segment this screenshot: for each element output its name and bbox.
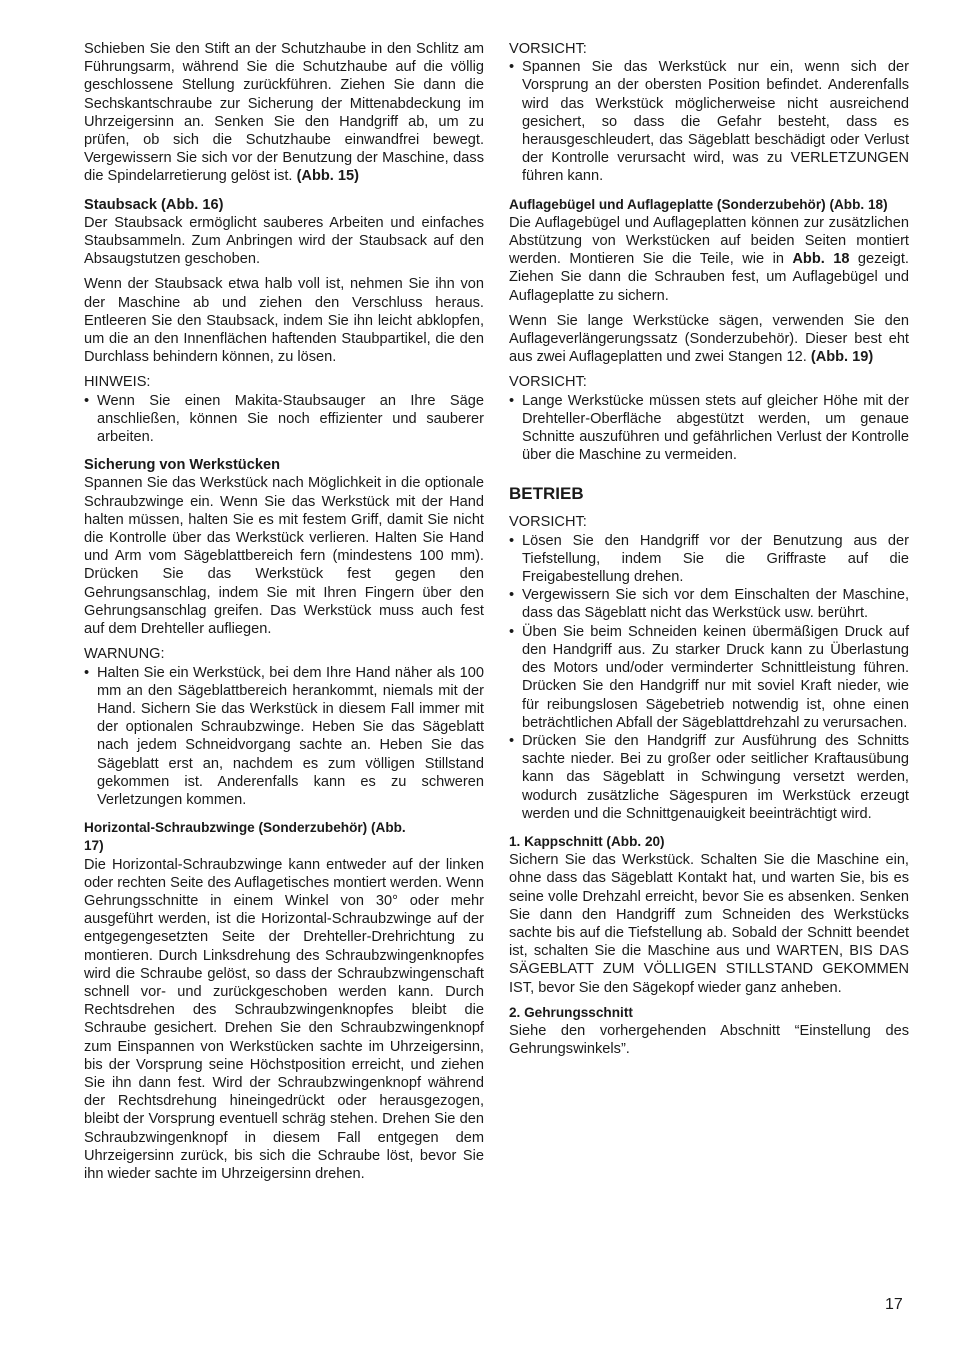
list-item: • Halten Sie ein Werkstück, bei dem Ihre Hand näher als 100 mm an den Sägeblattbereich herankommt, niemals mit der Hand. Sichern Sie das Werkstück in diesem Fall immer mit der optionalen Schraubzwinge. Heben Sie das Sägeblatt nach jedem Schneidvorgang sachte an. Heben Sie das Sägeblatt erst an, nachdem es zum völligen Stillstand gekommen ist. Anderenfalls kann es zu schweren Verletzungen kommen. <box>84 664 484 810</box>
list-item: • Wenn Sie einen Makita-Staubsauger an Ihre Säge anschließen, können Sie noch effizienter und sauberer arbeiten. <box>84 392 484 447</box>
vorsicht-list-2 <box>509 392 909 465</box>
staubsack-paragraph-2: Wenn der Staubsack etwa halb voll ist, nehmen Sie ihn von der Maschine ab und ziehen den Verschluss heraus. Entleeren Sie den Staubsack, indem Sie ihn leicht abklopfen, um die an den Innenflächen haftenden Staubpartikel, die den Durchlass behindern können, zu lösen. <box>84 276 484 366</box>
page-number: 17 <box>885 1296 903 1313</box>
gehrungsschnitt-paragraph: Siehe den vorhergehenden Abschnitt “Einstellung des Gehrungswinkels”. <box>509 1022 909 1058</box>
heading-auflage: Auflagebügel und Auflageplatte (Sonderzubehör) (Abb. 18) <box>509 196 888 212</box>
heading-horizontal-schraubzwinge: Horizontal-Schraubzwinge (Sonderzubehör) (Abb. 17) <box>84 820 406 854</box>
label-vorsicht-3: VORSICHT: <box>509 514 587 531</box>
figure-ref: Abb. 18 <box>792 251 850 268</box>
warnung-list <box>84 664 484 810</box>
horizontal-paragraph: Die Horizontal-Schraubzwinge kann entweder auf der linken oder rechten Seite des Auflagetisches montiert werden. Wenn Gehrungsschnitte in einem Winkel von 30° oder mehr ausgeführt werden, ist die Horizontal-Schraubzwinge auf der entgegengesetzten Seite der Drehteller-Drehrichtung zu montieren. Durch Linksdrehung des Schraubzwingenknopfes wird die Schraube gelöst, so dass der Schraubzwingenschaft schnell vor- und zurückgeschoben werden kann. Durch Rechtsdrehen des Schraubzwingenknopfes bleibt die Schraube gesichert. Drehen Sie den Schraubzwingenknopf zum Einspannen von Werkstücken sachte im Uhrzeigersinn, bis der Vorsprung seine Höchstposition erreicht, und ziehen Sie ihn dann fest. Wird der Schraubzwingenknopf während der Rechtsdrehung hineingedrückt oder herausgezogen, bleibt der Vorsprung eventuell schräg stehen. Drehen Sie den Schraubzwingenknopf in diesem Fall entgegen dem Uhrzeigersinn zurück, bis sich die Schraube löst, bevor Sie ihn wieder sachte im Uhrzeigersinn drehen. <box>84 856 484 1182</box>
figure-ref: (Abb. 19) <box>810 349 874 366</box>
list-item: • Drücken Sie den Handgriff zur Ausführung des Schnitts sachte nieder. Bei zu großer oder seitlicher Kraftausübung kann das Sägeblatt in Schwingung versetzt werden, wodurch zusätzliche Sägespuren im Werkstück erzeugt werden und die Schnittgenauigkeit beeinträchtigt wird. <box>509 732 909 823</box>
label-vorsicht-1: VORSICHT: <box>509 41 587 57</box>
vorsicht-list-1 <box>509 58 909 185</box>
kappschnitt-paragraph: Sichern Sie das Werkstück. Schalten Sie die Maschine ein, ohne dass das Sägeblatt Kontakt hat, und warten Sie, bis es seine volle Drehzahl erreicht, bevor Sie es absenken. Senken Sie dann den Handgriff zum Schneiden des Werkstücks sachte bis auf die Tiefstellung ab. Sobald der Schnitt beendet ist, schalten Sie die Maschine aus und WARTEN, BIS DAS SÄGEBLATT ZUM VÖLLIGEN STILLSTAND GEKOMMEN IST, bevor Sie den Sägekopf wieder ganz anheben. <box>509 852 909 996</box>
heading-betrieb: BETRIEB <box>509 484 584 504</box>
list-item: • Spannen Sie das Werkstück nur ein, wenn sich der Vorsprung an der obersten Position befindet. Anderenfalls wird das Werkstück möglicherweise nicht ausreichend gesichert, so dass die Gefahr besteht, dass es herausgeschleudert, das Sägeblatt beschädigt oder Verlust der Kontrolle verursacht wird, was zu VERLETZUNGEN führen kann. <box>509 58 909 185</box>
staubsack-paragraph-1: Der Staubsack ermöglicht sauberes Arbeiten und einfaches Staubsammeln. Zum Anbringen wird der Staubsack auf den Absaugstutzen geschoben. <box>84 214 484 268</box>
auflage-paragraph-2: Wenn Sie lange Werkstücke sägen, verwenden Sie den Auflageverlängerungssatz (Sonderzubehör). Dieser best eht aus zwei Auflageplatten und zwei Stangen 12. (Abb. 19) <box>509 312 909 366</box>
intro-paragraph: Schieben Sie den Stift an der Schutzhaube in den Schlitz am Führungsarm, während Sie die Schutzhaube auf die völlig geschlossene Stellung zurückführen. Ziehen Sie dann die Sechskantschraube zur Sicherung der Mittenabdeckung im Uhrzeigersinn an. Senken Sie den Handgriff ab, um zu prüfen, ob sich die Schutzhaube einwandfrei bewegt. Vergewissern Sie sich vor der Benutzung der Maschine, dass die Spindelarretierung gelöst ist. (Abb. 15) <box>84 41 484 185</box>
auflage-paragraph-1: Die Auflagebügel und Auflageplatten können zur zusätzlichen Abstützung von Werkstücken auf beiden Seiten montiert werden. Montieren Sie die Teile, wie in Abb. 18 gezeigt. Ziehen Sie dann die Schrauben fest, um Auflagebügel und Auflageplatte zu sichern. <box>509 214 909 304</box>
list-item: • Vergewissern Sie sich vor dem Einschalten der Maschine, dass das Sägeblatt nicht das Werkstück usw. berührt. <box>509 586 909 622</box>
list-item: • Üben Sie beim Schneiden keinen übermäßigen Druck auf den Handgriff aus. Zu starker Druck kann zu Überlastung des Motors und/oder verminderter Schnittleistung führen. Drücken Sie den Handgriff nur mit soviel Kraft nieder, wie für reibungslosen Sägebetrieb notwendig ist, ohne einen beträchtlichen Abfall der Sägeblattdrehzahl zu verursachen. <box>509 623 909 732</box>
heading-staubsack: Staubsack (Abb. 16) <box>84 196 224 213</box>
heading-kappschnitt: 1. Kappschnitt (Abb. 20) <box>509 833 665 849</box>
figure-ref: (Abb. 15) <box>296 168 359 185</box>
list-item: • Lange Werkstücke müssen stets auf gleicher Höhe mit der Drehteller-Oberfläche abgestützt werden, um genaue Schnitte auszuführen und gefährlichen Verlust der Kontrolle über die Maschine zu vermeiden. <box>509 392 909 465</box>
heading-sicherung: Sicherung von Werkstücken <box>84 457 280 474</box>
betrieb-list <box>509 532 909 823</box>
label-vorsicht-2: VORSICHT: <box>509 374 587 391</box>
sicherung-paragraph: Spannen Sie das Werkstück nach Möglichkeit in die optionale Schraubzwinge ein. Wenn Sie das Werkstück mit der Hand halten müssen, halten Sie es mit festem Griff, damit Sie nicht die Kontrolle über das Werkstück verlieren. Halten Sie Hand und Arm vom Sägeblattbereich fern (mindestens 100 mm). Drücken Sie das Werkstück fest gegen den Gehrungsanschlag, indem Sie mit Ihren Fingern über den Gehrungsanschlag greifen. Das Werkstück muss auch fest auf dem Drehteller aufliegen. <box>84 475 484 638</box>
right-column <box>509 40 909 1065</box>
heading-gehrungsschnitt: 2. Gehrungsschnitt <box>509 1004 633 1020</box>
label-warnung: WARNUNG: <box>84 646 165 663</box>
label-hinweis: HINWEIS: <box>84 374 151 391</box>
hinweis-list <box>84 392 484 447</box>
list-item: • Lösen Sie den Handgriff vor der Benutzung aus der Tiefstellung, indem Sie die Griffraste auf die Freigabestellung drehen. <box>509 532 909 587</box>
left-column <box>84 40 484 1190</box>
